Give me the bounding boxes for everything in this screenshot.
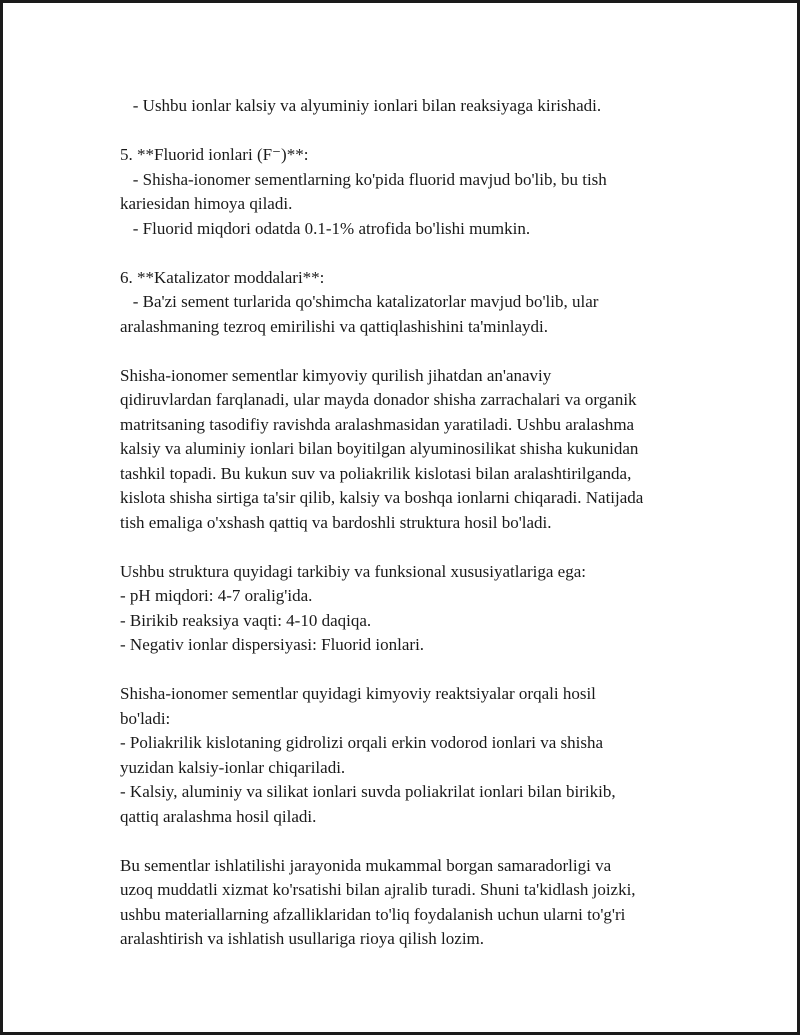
text-line: aralashmaning tezroq emirilishi va qattiqlashishini ta'minlaydi. [120,316,548,336]
paragraph [120,266,710,340]
text-line: - pH miqdori: 4-7 oralig'ida. [120,586,313,605]
paragraph [120,94,710,119]
paragraph [120,682,710,829]
text-line: 6. **Katalizator moddalari**: [120,267,325,287]
paragraph-gap [120,829,710,854]
text-line: ushbu materiallarning afzalliklaridan to'liq foydalanish uchun ularni to'g'ri [120,904,626,924]
document-body [120,94,710,952]
text-line: Shisha-ionomer sementlar kimyoviy qurilish jihatdan an'anaviy [120,365,552,385]
text-line: qattiq aralashma hosil qiladi. [120,806,317,826]
text-line: kalsiy va aluminiy ionlari bilan boyitilgan alyuminosilikat shisha kukunidan [120,439,639,458]
text-line: - Shisha-ionomer sementlarning ko'pida fluorid mavjud bo'lib, bu tish [120,169,607,189]
text-line: bo'ladi: [120,708,171,728]
text-line: yuzidan kalsiy-ionlar chiqariladi. [120,757,346,777]
paragraph-gap [120,535,710,560]
paragraph [120,560,710,658]
text-line: 5. **Fluorid ionlari (F⁻)**: [120,145,309,164]
paragraph [120,143,710,241]
text-line: tashkil topadi. Bu kukun suv va poliakrilik kislotasi bilan aralashtirilganda, [120,463,632,483]
text-line: - Fluorid miqdori odatda 0.1-1% atrofida bo'lishi mumkin. [120,218,531,238]
paragraph [120,854,710,952]
text-line: qidiruvlardan farqlanadi, ular mayda donador shisha zarrachalari va organik [120,390,637,409]
text-line: - Ushbu ionlar kalsiy va alyuminiy ionlari bilan reaksiyaga kirishadi. [120,96,602,115]
text-line: Bu sementlar ishlatilishi jarayonida mukammal borgan samaradorligi va [120,855,612,875]
text-line: kislota shisha sirtiga ta'sir qilib, kalsiy va boshqa ionlarni chiqaradi. Natijada [120,488,644,507]
paragraph-gap [120,339,710,364]
paragraph [120,364,710,536]
text-line: kariesidan himoya qiladi. [120,194,293,213]
paragraph-gap [120,658,710,683]
text-line: - Kalsiy, aluminiy va silikat ionlari suvda poliakrilat ionlari bilan birikib, [120,782,616,801]
text-line: Ushbu struktura quyidagi tarkibiy va funksional xususiyatlariga ega: [120,561,586,581]
paragraph-gap [120,119,710,144]
text-line: - Birikib reaksiya vaqti: 4-10 daqiqa. [120,610,372,630]
text-line: - Poliakrilik kislotaning gidrolizi orqali erkin vodorod ionlari va shisha [120,733,604,752]
paragraph-gap [120,241,710,266]
text-line: - Ba'zi sement turlarida qo'shimcha katalizatorlar mavjud bo'lib, ular [120,292,599,311]
text-line: aralashtirish va ishlatish usullariga rioya qilish lozim. [120,929,485,948]
text-line: uzoq muddatli xizmat ko'rsatishi bilan ajralib turadi. Shuni ta'kidlash joizki, [120,880,636,899]
text-line: tish emaliga o'xshash qattiq va bardoshli struktura hosil bo'ladi. [120,512,552,532]
text-line: - Negativ ionlar dispersiyasi: Fluorid ionlari. [120,635,425,654]
text-line: matritsaning tasodifiy ravishda aralashmasidan yaratiladi. Ushbu aralashma [120,414,635,434]
text-line: Shisha-ionomer sementlar quyidagi kimyoviy reaktsiyalar orqali hosil [120,684,596,703]
